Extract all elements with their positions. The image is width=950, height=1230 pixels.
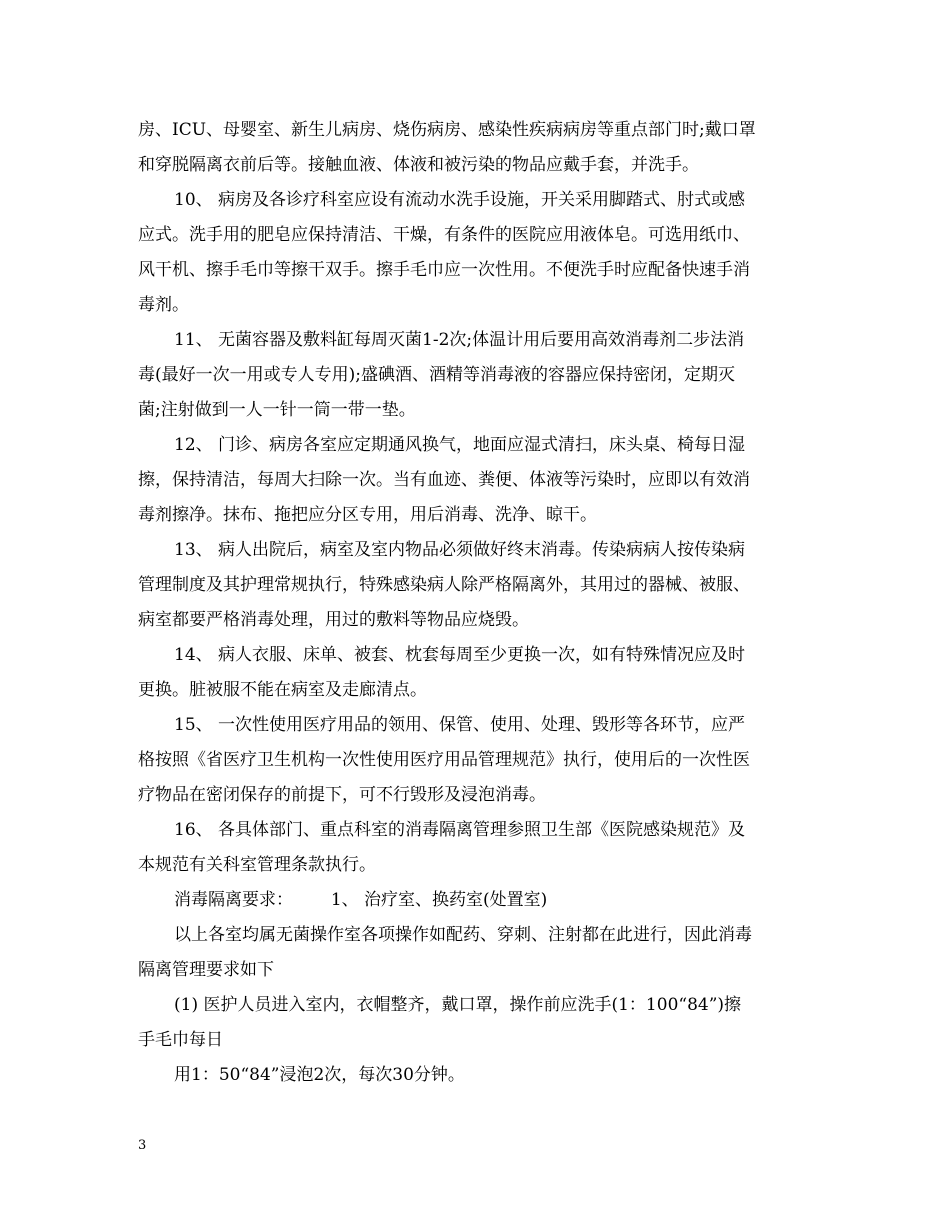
text-line: 13、 病人出院后，病室及室内物品必须做好终末消毒。传染病病人按传染病 bbox=[174, 540, 746, 560]
text-line: 风干机、擦手毛巾等擦干双手。擦手毛巾应一次性用。不便洗手时应配备快速手消 bbox=[138, 260, 750, 280]
paragraph-line bbox=[138, 568, 818, 603]
paragraph-line bbox=[138, 673, 818, 708]
text-line: 12、 门诊、病房各室应定期通风换气，地面应湿式清扫，床头桌、椅每日湿 bbox=[174, 435, 746, 455]
paragraph-line bbox=[138, 113, 818, 148]
paragraph-line bbox=[138, 1023, 818, 1058]
paragraph-first-line bbox=[138, 323, 818, 358]
paragraph-first-line bbox=[138, 988, 818, 1023]
paragraph-line bbox=[138, 953, 818, 988]
text-line: 更换。脏被服不能在病室及走廊清点。 bbox=[138, 680, 427, 700]
text-line: 毒剂擦净。抹布、拖把应分区专用，用后消毒、洗净、晾干。 bbox=[138, 505, 597, 525]
page-number: 3 bbox=[138, 1138, 147, 1153]
text-line: 15、 一次性使用医疗用品的领用、保管、使用、处理、毁形等各环节，应严 bbox=[174, 715, 746, 735]
paragraph-line bbox=[138, 498, 818, 533]
text-line: 16、 各具体部门、重点科室的消毒隔离管理参照卫生部《医院感染规范》及 bbox=[174, 820, 746, 840]
text-line: 毒(最好一次一用或专人专用);盛碘酒、酒精等消毒液的容器应保持密闭，定期灭 bbox=[138, 365, 735, 385]
text-line: 消毒隔离要求： 1、 治疗室、换药室(处置室) bbox=[174, 890, 548, 910]
text-line: (1) 医护人员进入室内，衣帽整齐，戴口罩，操作前应洗手(1：100“84”)擦 bbox=[174, 995, 742, 1015]
text-line: 应式。洗手用的肥皂应保持清洁、干燥，有条件的医院应用液体皂。可选用纸巾、 bbox=[138, 225, 750, 245]
text-line: 14、 病人衣服、床单、被套、枕套每周至少更换一次，如有特殊情况应及时 bbox=[174, 645, 746, 665]
paragraph-first-line bbox=[138, 428, 818, 463]
text-line: 病室都要严格消毒处理，用过的敷料等物品应烧毁。 bbox=[138, 610, 529, 630]
text-line: 10、 病房及各诊疗科室应设有流动水洗手设施，开关采用脚踏式、肘式或感 bbox=[174, 190, 746, 210]
text-line: 以上各室均属无菌操作室各项操作如配药、穿刺、注射都在此进行，因此消毒 bbox=[174, 925, 752, 945]
text-line: 擦，保持清洁，每周大扫除一次。当有血迹、粪便、体液等污染时，应即以有效消 bbox=[138, 470, 750, 490]
paragraph-first-line bbox=[138, 708, 818, 743]
text-line: 隔离管理要求如下 bbox=[138, 960, 274, 980]
paragraph-line bbox=[138, 778, 818, 813]
paragraph-first-line bbox=[138, 638, 818, 673]
text-line: 手毛巾每日 bbox=[138, 1030, 223, 1050]
text-line: 本规范有关科室管理条款执行。 bbox=[138, 855, 376, 875]
paragraph-line bbox=[138, 603, 818, 638]
paragraph-line bbox=[138, 463, 818, 498]
body-text bbox=[138, 113, 818, 1093]
paragraph-line bbox=[138, 393, 818, 428]
text-line: 11、 无菌容器及敷料缸每周灭菌1-2次;体温计用后要用高效消毒剂二步法消 bbox=[174, 330, 745, 350]
paragraph-line bbox=[138, 218, 818, 253]
text-line: 房、ICU、母婴室、新生儿病房、烧伤病房、感染性疾病病房等重点部门时;戴口罩 bbox=[138, 120, 756, 140]
paragraph-line bbox=[138, 358, 818, 393]
paragraph-first-line bbox=[138, 533, 818, 568]
paragraph-line bbox=[138, 148, 818, 183]
paragraph-first-line bbox=[138, 918, 818, 953]
text-line: 格按照《省医疗卫生机构一次性使用医疗用品管理规范》执行，使用后的一次性医 bbox=[138, 750, 750, 770]
text-line: 毒剂。 bbox=[138, 295, 189, 315]
paragraph-first-line bbox=[138, 813, 818, 848]
paragraph-line bbox=[138, 288, 818, 323]
text-line: 和穿脱隔离衣前后等。接触血液、体液和被污染的物品应戴手套，并洗手。 bbox=[138, 155, 699, 175]
paragraph-first-line bbox=[138, 183, 818, 218]
paragraph-line bbox=[138, 848, 818, 883]
paragraph-first-line bbox=[138, 1058, 818, 1093]
paragraph-line bbox=[138, 253, 818, 288]
text-line: 用1：50“84”浸泡2次，每次30分钟。 bbox=[174, 1065, 465, 1085]
text-line: 管理制度及其护理常规执行，特殊感染病人除严格隔离外，其用过的器械、被服、 bbox=[138, 575, 750, 595]
text-line: 疗物品在密闭保存的前提下，可不行毁形及浸泡消毒。 bbox=[138, 785, 546, 805]
text-line: 菌;注射做到一人一针一筒一带一垫。 bbox=[138, 400, 416, 420]
section-heading-line bbox=[138, 883, 818, 918]
paragraph-line bbox=[138, 743, 818, 778]
